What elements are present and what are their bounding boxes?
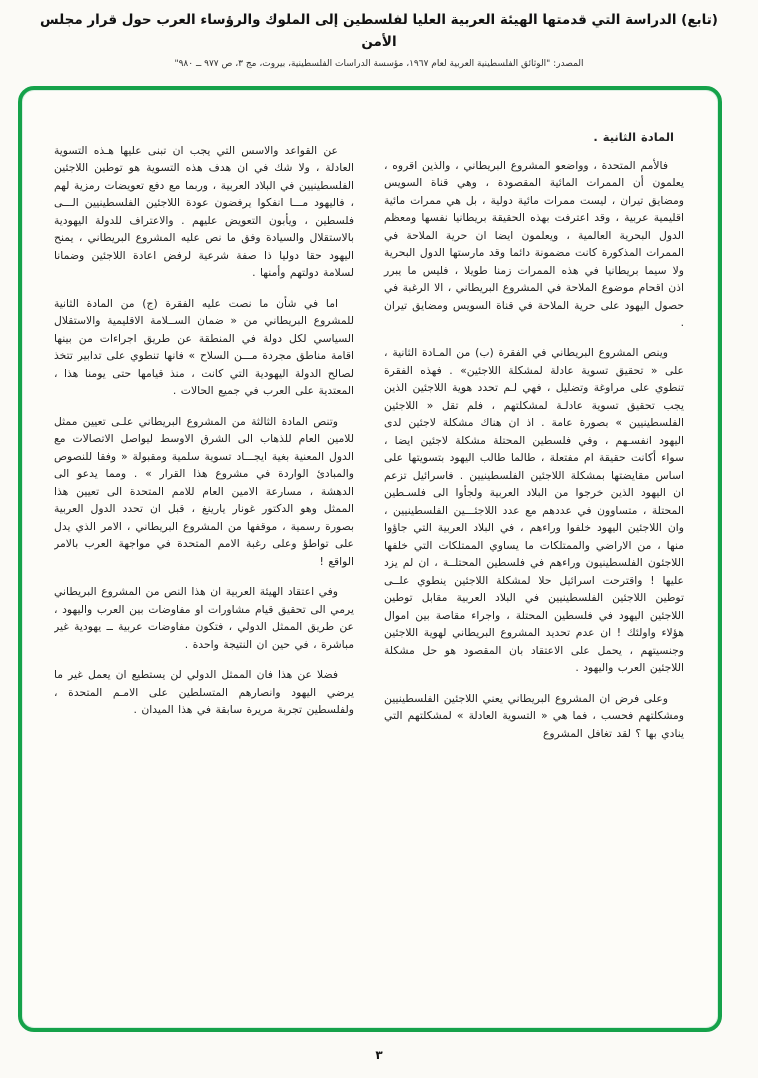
paragraph: عن القواعد والاسس التي يجب ان تبنى عليها هـذه التسوية العادلة ، ولا شك في ان هدف هذه التسوية هو توطين اللاجئين الفلسطينيين في البلاد العربية ، وربما مع دفع تعويضات رمزية لهم ، فاليهود مـــا انفكوا يرفضون عودة اللاجئين الفلسطينيين الـــى فلسطين ، ويأبون التعويض عليهم . والاعتراف للدولة اليهودية بالاستقلال والسيادة وفق ما نص عليه المشروع البريطاني ، يمنح اليهود حقا دوليا ذا صفة شرعية لرفض اعادة اللاجئين وضمانا لسلامة دولتهم وأمنها .	[54, 144, 354, 280]
paragraph: اما في شأن ما نصت عليه الفقرة (ج) من المادة الثانية للمشروع البريطاني من « ضمان الســلامة الاقليمية والاستقلال السياسي لكل دولة في المنطقة عن طريق اجراءات من بينها اقامة مناطق مجردة مـــن السلاح » فانها تنطوي على تدابير تتخذ لصالح الدولة اليهودية التي كانت ، منذ قيامها حتى يومنا هذا ، المعتدية على العرب في جميع الحالات .	[54, 296, 354, 398]
paragraph: وعلى فرض ان المشروع البريطاني يعني اللاجئين الفلسطينيين ومشكلتهم فحسب ، فما هي « التسوية العادلة » لمشكلتهم التي ينادي بها ؟ لقد تغافل المشروع	[384, 691, 684, 740]
page-number: ٣	[375, 1048, 383, 1062]
document-body	[54, 128, 684, 998]
page-header	[0, 10, 758, 69]
paragraph: فضلا عن هذا فان الممثل الدولي لن يستطيع ان يعمل غير ما يرضي اليهود وانصارهم المتسلطين على الامـم المتحدة ، ولفلسطين تجربة مريرة سابقة في هذا الميدان .	[54, 668, 354, 717]
document-frame	[18, 86, 722, 1032]
paragraph: فالأمم المتحدة ، وواضعو المشروع البريطاني ، والذين اقروه ، يعلمون أن الممرات المائية المقصودة ، وهي قناة السويس ومضايق تيران ، ليست ممرات مائية دولية ، بل هي ممرات مائية اقليمية عربية ، وقد اعترفت بهذه الحقيقة بريطانيا نفسها ومعظم الدول البحرية العالمية ، ويعلمون ايضا ان حرية الملاحة في الممرات المذكورة كانت مضمونة دائما وقد مارستها الدول البحرية ولا سيما بريطانيا في هذه الممرات زمنا طويلا ، فليس ما يبرر اذن اقحام موضوع الملاحة في المشروع البريطاني ، الا الرغبة في حصول اليهود على حرية الملاحة في قناة السويس ومضايق تيران .	[384, 158, 684, 329]
paragraph: وينص المشروع البريطاني في الفقرة (ب) من المـادة الثانية ، على « تحقيق تسوية عادلة لمشكلة اللاجئين» . فهذه الفقرة تنطوي على مراوغة وتضليل ، فهي لـم تحدد هوية اللاجئين الذين يجب تحقيق تسوية عادلـة لمشكلتهم ، فلم تقل « اللاجئين الفلسطينيين » بصورة عامة . اذ ان هناك مشكلة لاجئين لدى اليهود انفسـهم ، وفي فلسطين المحتلة مشكلة لاجئين ايضا ، سواء أكانت حقيقة ام مفتعلة ، طالما طالب اليهود بتسويتها على اساس مقايضتها بمشكلة اللاجئين الفلسطينيين . فاسرائيل تزعم ان اليهود الذين خرجوا من البلاد العربية ولجأوا الى فلسـطين المحتلة ، متساوون في عددهم مع عدد اللاجئـــين الفلسطينيين ، وان اللاجئين اليهود خلفوا وراءهم ، في البلاد العربية التي جاؤوا منها ، من الاراضي والممتلكات ما يساوي الممتلكات التي خلفها اللاجئون الفلسطينيون وراءهم في فلسطين المحتلــة ، ان لم يزد عليها ! واقترحت اسرائيل حلا لمشكلة اللاجئين ينطوي علــى توطين اللاجئين الفلسطينيين في البلاد العربية مقابل توطين اللاجئين اليهود في فلسطين المحتلة ، واجراء مقاصة بين اموال هؤلاء واولئك ! ان عدم تحديد المشروع البريطاني لهوية اللاجئين وجنسيتهم ، يحمل على الاعتقاد بان المقصود هو حل مشكلة اللاجئين العرب واليهود .	[384, 346, 684, 675]
document-title: (تابع) الدراسة التي قدمتها الهيئة العربية العليا لفلسطين إلى الملوك والرؤساء العرب حول قرار مجلس الأمن	[40, 12, 718, 50]
paragraph: وفي اعتقاد الهيئة العربية ان هذا النص من المشروع البريطاني يرمي الى تحقيق قيام مشاورات او مفاوضات بين العرب واليهود ، عن طريق الممثل الدولي ، فتكون مفاوضات عربية ــ يهودية غير مباشرة ، في حين ان النتيجة واحدة .	[54, 585, 354, 651]
right-column	[384, 128, 684, 998]
section-heading: المادة الثانية .	[593, 130, 674, 144]
left-column	[54, 128, 354, 998]
source-line: المصدر: "الوثائق الفلسطينية العربية لعام ١٩٦٧، مؤسسة الدراسات الفلسطينية، بيروت، مج ٣، ص ٩٧٧ ــ ٩٨٠"	[174, 59, 584, 70]
paragraph: وتنص المادة الثالثة من المشروع البريطاني علـى تعيين ممثل للامين العام للذهاب الى الشرق الاوسط ليواصل الاتصالات مع الدول المعنية بغية ايجـــاد تسوية سلمية ومقبولة « وفقا للنصوص والمبادئ الواردة في مشروع هذا القرار » . ومما يدعو الى الدهشة ، مسارعة الامين العام للامم المتحدة الى تعيين هذا الممثل وهو الدكتور غونار يارينغ ، قبل ان تحدد الدول العربية بصورة رسمية ، موقفها من المشروع البريطاني ، الامر الذي يدل على تواطؤ وعلى رغبة الامم المتحدة في مواجهة العرب بالامر الواقع !	[54, 414, 354, 568]
